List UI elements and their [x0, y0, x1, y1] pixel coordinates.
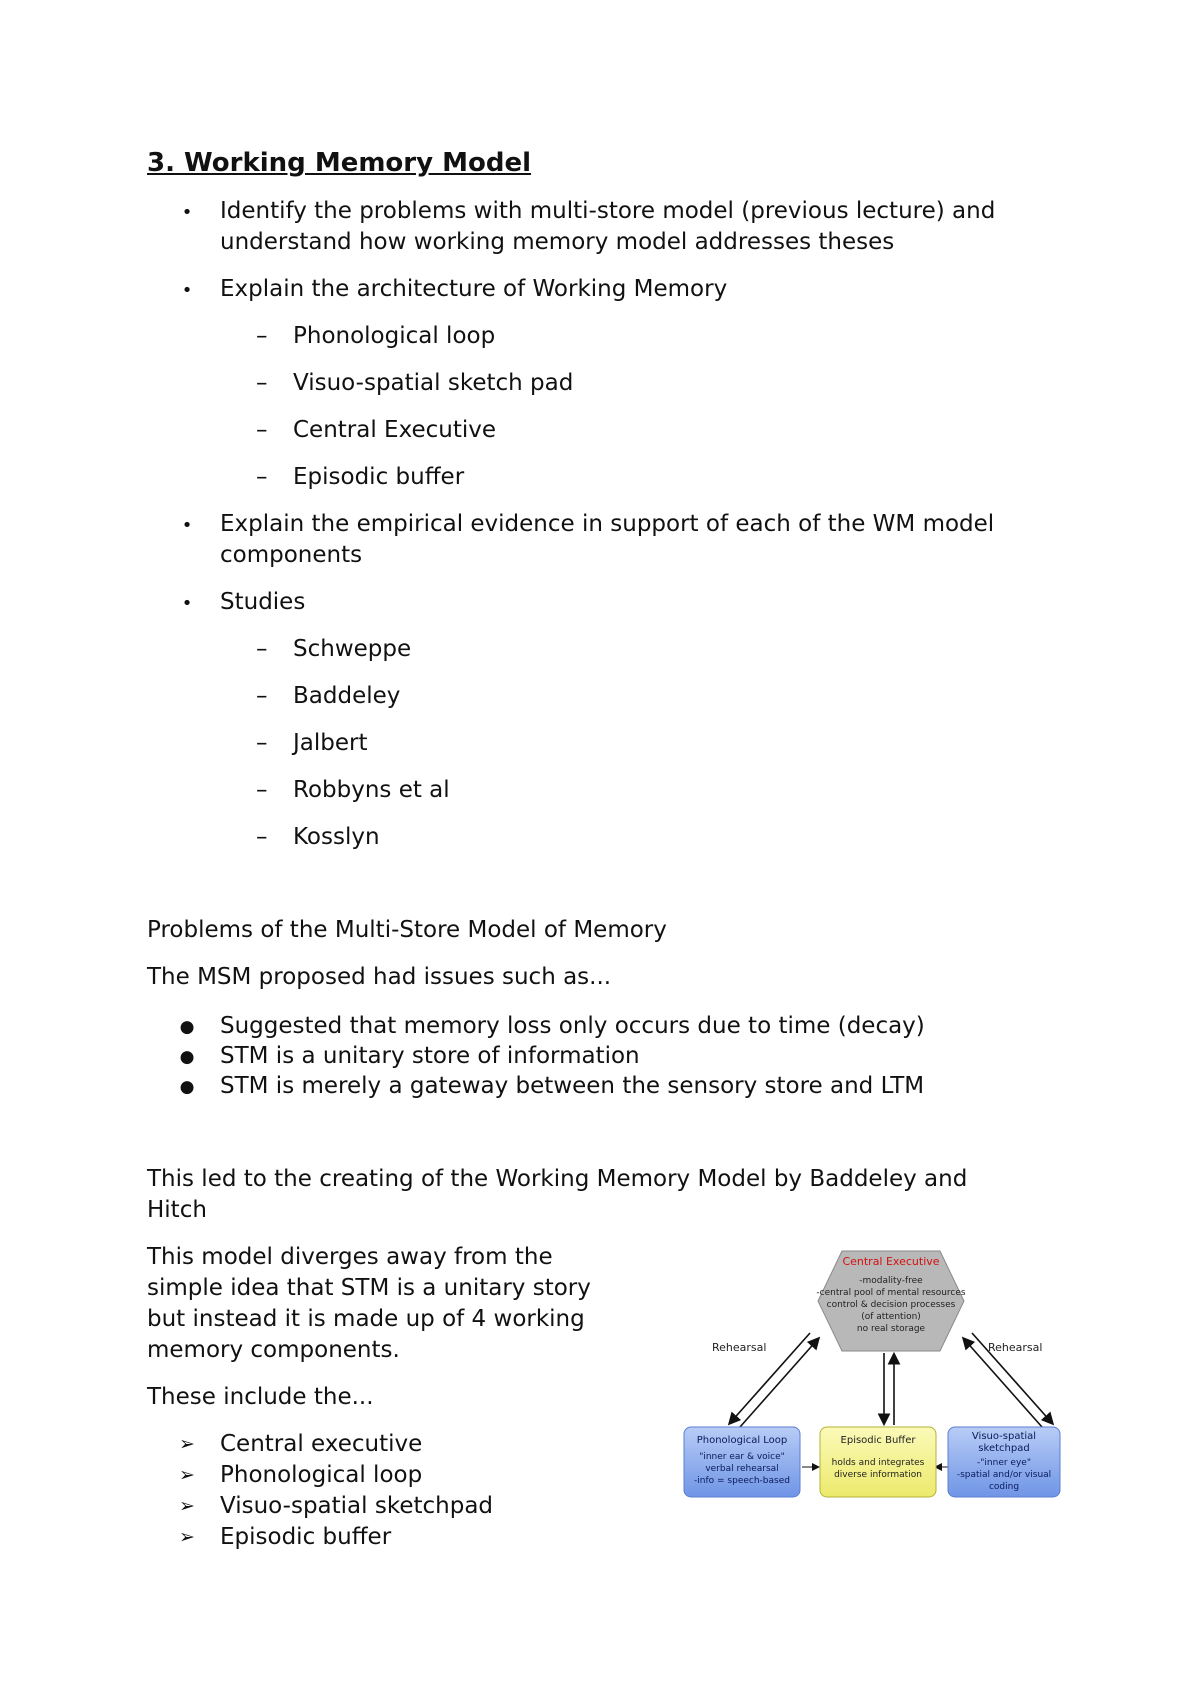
dash-marker: –	[256, 730, 268, 756]
study-item: Robbyns et al	[293, 777, 450, 803]
ce-line: no real storage	[856, 1324, 926, 1334]
dot-marker: ●	[179, 1077, 195, 1097]
arrow-marker: ➢	[179, 1433, 195, 1455]
pl-line: "inner ear & voice"	[699, 1452, 785, 1462]
bullet-marker: •	[181, 515, 193, 536]
diverge-line: but instead it is made up of 4 working	[147, 1306, 585, 1332]
vs-line: -spatial and/or visual	[956, 1470, 1052, 1480]
dash-marker: –	[256, 777, 268, 803]
bullet-marker: •	[181, 280, 193, 301]
include-intro: These include the...	[147, 1384, 374, 1410]
architecture-item: Central Executive	[293, 417, 497, 443]
component-item: Visuo-spatial sketchpad	[220, 1493, 494, 1519]
bullet-marker: •	[181, 593, 193, 614]
dash-marker: –	[256, 683, 268, 709]
issue-item: STM is merely a gateway between the sensory store and LTM	[220, 1073, 925, 1099]
rehearsal-left-label: Rehearsal	[712, 1341, 767, 1354]
architecture-item: Visuo-spatial sketch pad	[293, 370, 574, 396]
study-item: Jalbert	[293, 730, 368, 756]
objective-1-line-2: understand how working memory model addresses theses	[220, 229, 895, 255]
wmm-led-line-2: Hitch	[147, 1197, 207, 1223]
diverge-line: simple idea that STM is a unitary story	[147, 1275, 591, 1301]
problems-heading: Problems of the Multi-Store Model of Memory	[147, 917, 667, 943]
arrow-marker: ➢	[179, 1526, 195, 1548]
wmm-led-line-1: This led to the creating of the Working Memory Model by Baddeley and	[147, 1166, 968, 1192]
dash-marker: –	[256, 323, 268, 349]
ce-title: Central Executive	[842, 1255, 940, 1268]
eb-title: Episodic Buffer	[840, 1435, 916, 1446]
objective-3-line-1: Explain the empirical evidence in support of each of the WM model	[220, 511, 995, 537]
study-item: Baddeley	[293, 683, 401, 709]
objective-3-line-2: components	[220, 542, 363, 568]
page-title: 3. Working Memory Model	[147, 148, 532, 178]
arrow-marker: ➢	[179, 1495, 195, 1517]
vs-title: sketchpad	[978, 1443, 1030, 1454]
dash-marker: –	[256, 636, 268, 662]
vs-title: Visuo-spatial	[971, 1431, 1037, 1442]
component-item: Central executive	[220, 1431, 423, 1457]
objective-2: Explain the architecture of Working Memory	[220, 276, 728, 302]
ce-line: -modality-free	[859, 1276, 923, 1286]
study-item: Kosslyn	[293, 824, 380, 850]
ce-line: (of attention)	[861, 1312, 921, 1322]
architecture-item: Phonological loop	[293, 323, 496, 349]
bullet-marker: •	[181, 202, 193, 223]
study-item: Schweppe	[293, 636, 412, 662]
diverge-line: This model diverges away from the	[147, 1244, 553, 1270]
dot-marker: ●	[179, 1017, 195, 1037]
dash-marker: –	[256, 417, 268, 443]
component-item: Phonological loop	[220, 1462, 423, 1488]
arrow-marker: ➢	[179, 1464, 195, 1486]
problems-intro: The MSM proposed had issues such as...	[147, 964, 612, 990]
eb-line: holds and integrates	[831, 1458, 925, 1468]
dash-marker: –	[256, 464, 268, 490]
pl-line: -info = speech-based	[694, 1476, 790, 1486]
dash-marker: –	[256, 824, 268, 850]
vs-line: coding	[988, 1482, 1020, 1492]
rehearsal-right-label: Rehearsal	[988, 1341, 1043, 1354]
architecture-item: Episodic buffer	[293, 464, 465, 490]
diverge-line: memory components.	[147, 1337, 400, 1363]
issue-item: Suggested that memory loss only occurs due to time (decay)	[220, 1013, 925, 1039]
issue-item: STM is a unitary store of information	[220, 1043, 640, 1069]
objective-4: Studies	[220, 589, 306, 615]
objective-1-line-1: Identify the problems with multi-store model (previous lecture) and	[220, 198, 996, 224]
eb-line: diverse information	[834, 1470, 922, 1480]
dash-marker: –	[256, 370, 268, 396]
ce-line: -central pool of mental resources	[816, 1288, 966, 1298]
ce-line: control & decision processes	[826, 1300, 956, 1310]
component-item: Episodic buffer	[220, 1524, 392, 1550]
working-memory-diagram	[682, 1245, 1062, 1507]
pl-line: verbal rehearsal	[705, 1464, 779, 1474]
dot-marker: ●	[179, 1047, 195, 1067]
pl-title: Phonological Loop	[696, 1435, 788, 1446]
vs-line: -"inner eye"	[977, 1458, 1031, 1468]
